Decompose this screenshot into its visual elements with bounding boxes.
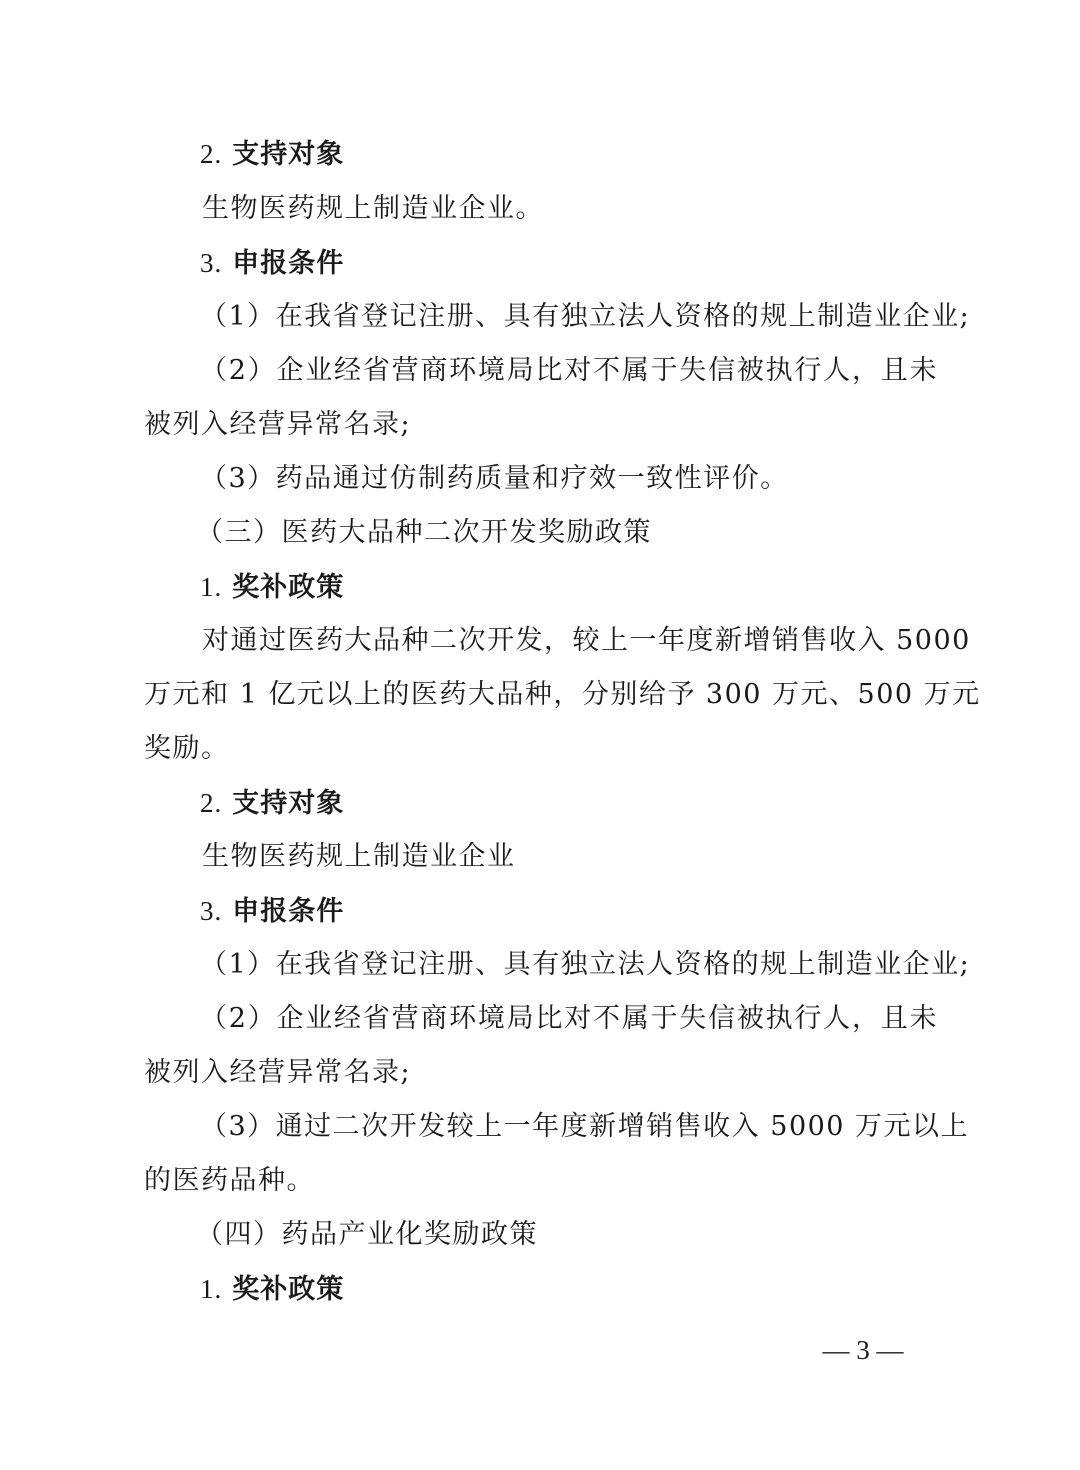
heading-text: 申报条件 [232,248,345,279]
body-paragraph: 生物医药规上制造业企业 [202,841,516,872]
heading-number: 1. [200,572,223,602]
part-title: （三）医药大品种二次开发奖励政策 [196,517,652,548]
section-heading [0,127,1080,181]
section-heading [0,776,1080,830]
section-heading [0,884,1080,938]
heading-number: 3. [200,896,223,926]
list-item-continuation: 被列入经营异常名录; [144,409,412,440]
body-paragraph: 对通过医药大品种二次开发，较上一年度新增销售收入 5000 [202,625,971,656]
list-item-continuation: 的医药品种。 [144,1165,315,1196]
heading-text: 申报条件 [232,896,345,927]
heading-number: 1. [200,1274,223,1304]
heading-number: 2. [200,139,223,169]
heading-number: 3. [200,248,223,278]
page-number: — 3 — [822,1335,904,1365]
list-item: （3）通过二次开发较上一年度新增销售收入 5000 万元以上 [200,1111,970,1142]
list-item: （1）在我省登记注册、具有独立法人资格的规上制造业企业; [200,301,971,332]
body-paragraph: 万元和 1 亿元以上的医药大品种，分别给予 300 万元、500 万元 [144,679,981,710]
body-paragraph: 奖励。 [144,733,230,764]
section-heading [0,1262,1080,1316]
heading-text: 支持对象 [232,788,345,819]
list-item: （2）企业经省营商环境局比对不属于失信被执行人，且未 [200,355,938,386]
body-paragraph: 生物医药规上制造业企业。 [202,193,544,224]
section-heading [0,560,1080,614]
heading-text: 支持对象 [232,139,345,170]
part-title: （四）药品产业化奖励政策 [196,1219,538,1250]
heading-text: 奖补政策 [232,572,345,603]
list-item: （2）企业经省营商环境局比对不属于失信被执行人，且未 [200,1003,938,1034]
heading-text: 奖补政策 [232,1274,345,1305]
heading-number: 2. [200,788,223,818]
list-item: （1）在我省登记注册、具有独立法人资格的规上制造业企业; [200,949,971,980]
list-item: （3）药品通过仿制药质量和疗效一致性评价。 [200,463,789,494]
list-item-continuation: 被列入经营异常名录; [144,1057,412,1088]
section-heading [0,236,1080,290]
